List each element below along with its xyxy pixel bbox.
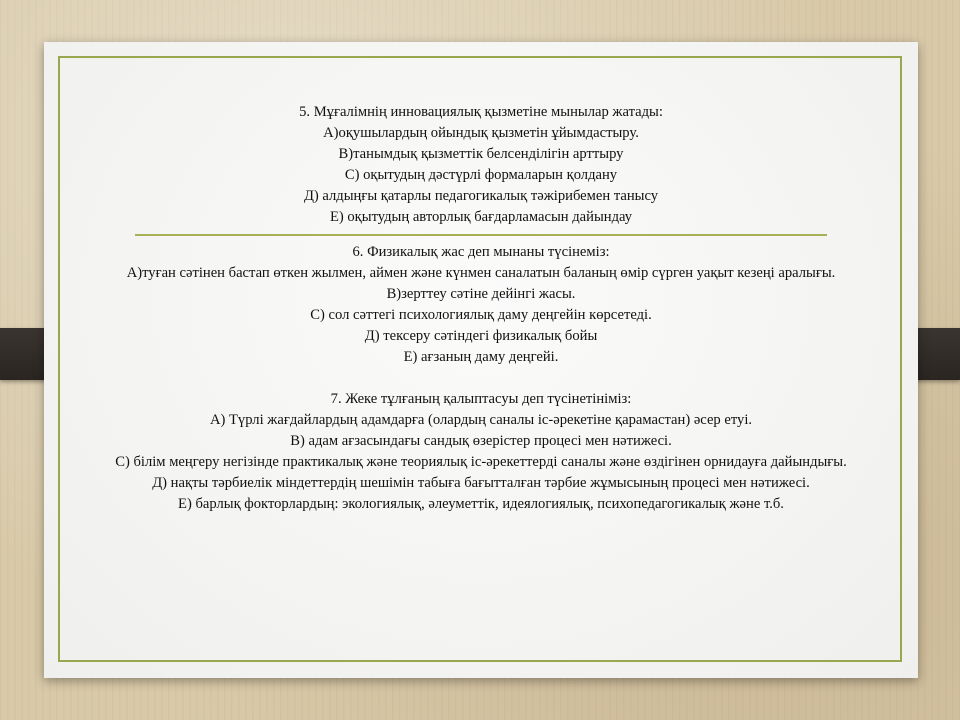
q7-option-b: В) адам ағзасындағы сандық өзерістер процесі мен нәтижесі. <box>290 433 672 449</box>
q7-option-d: Д) нақты тәрбиелік міндеттердің шешімін табыға бағытталған тәрбие жұмысының процесі мен нәтижесі. <box>152 475 810 491</box>
q6-option-a: А)туған сәтінен бастап өткен жылмен, аймен және күнмен саналатын баланың өмір сүрген уақыт кезеңі аралығы. <box>126 265 836 281</box>
q6-option-b: В)зерттеу сәтіне дейінгі жасы. <box>386 286 576 302</box>
q5-title: 5. Мұғалімнің инновациялық қызметіне мынылар жатады: <box>299 104 663 120</box>
spacer <box>60 368 902 389</box>
slide-content <box>60 102 902 515</box>
q5-option-e: Е) оқытудың авторлық бағдарламасын дайындау <box>329 209 633 225</box>
q5-option-c: С) оқытудың дәстүрлі формаларын қолдану <box>344 167 618 183</box>
q7-option-a: А) Түрлі жағдайлардың адамдарға (олардың саналы іс-әрекетіне қарамастан) әсер етуі. <box>209 412 753 428</box>
q6-option-d: Д) тексеру сәтіндегі физикалық бойы <box>364 328 598 344</box>
q6-option-e: Е) ағзаның даму деңгейі. <box>403 349 559 365</box>
q5-option-b: В)танымдық қызметтік белсенділігін арттыру <box>338 146 624 162</box>
q6-title: 6. Физикалық жас деп мынаны түсінеміз: <box>352 244 610 260</box>
q7-option-e: Е) барлық фокторлардың: экологиялық, әлеуметтік, идеялогиялық, психопедагогикалық және т.б. <box>178 496 784 512</box>
slide-card <box>44 42 918 678</box>
q6-option-c: С) сол сәттегі психологиялық даму деңгейін көрсетеді. <box>310 307 652 323</box>
q5-option-a: А)оқушылардың ойындық қызметін ұйымдастыру. <box>323 125 639 141</box>
q5-option-d: Д) алдыңғы қатарлы педагогикалық тәжірибемен танысу <box>303 188 659 204</box>
q7-option-c: С) білім меңгеру негізінде практикалық және теориялық іс-әрекеттерді саналы және өздігінен орнидауға дайындығы. <box>115 454 847 470</box>
separator-line <box>135 234 827 236</box>
q7-title: 7. Жеке тұлғаның қалыптасуы деп түсінетініміз: <box>330 391 632 407</box>
